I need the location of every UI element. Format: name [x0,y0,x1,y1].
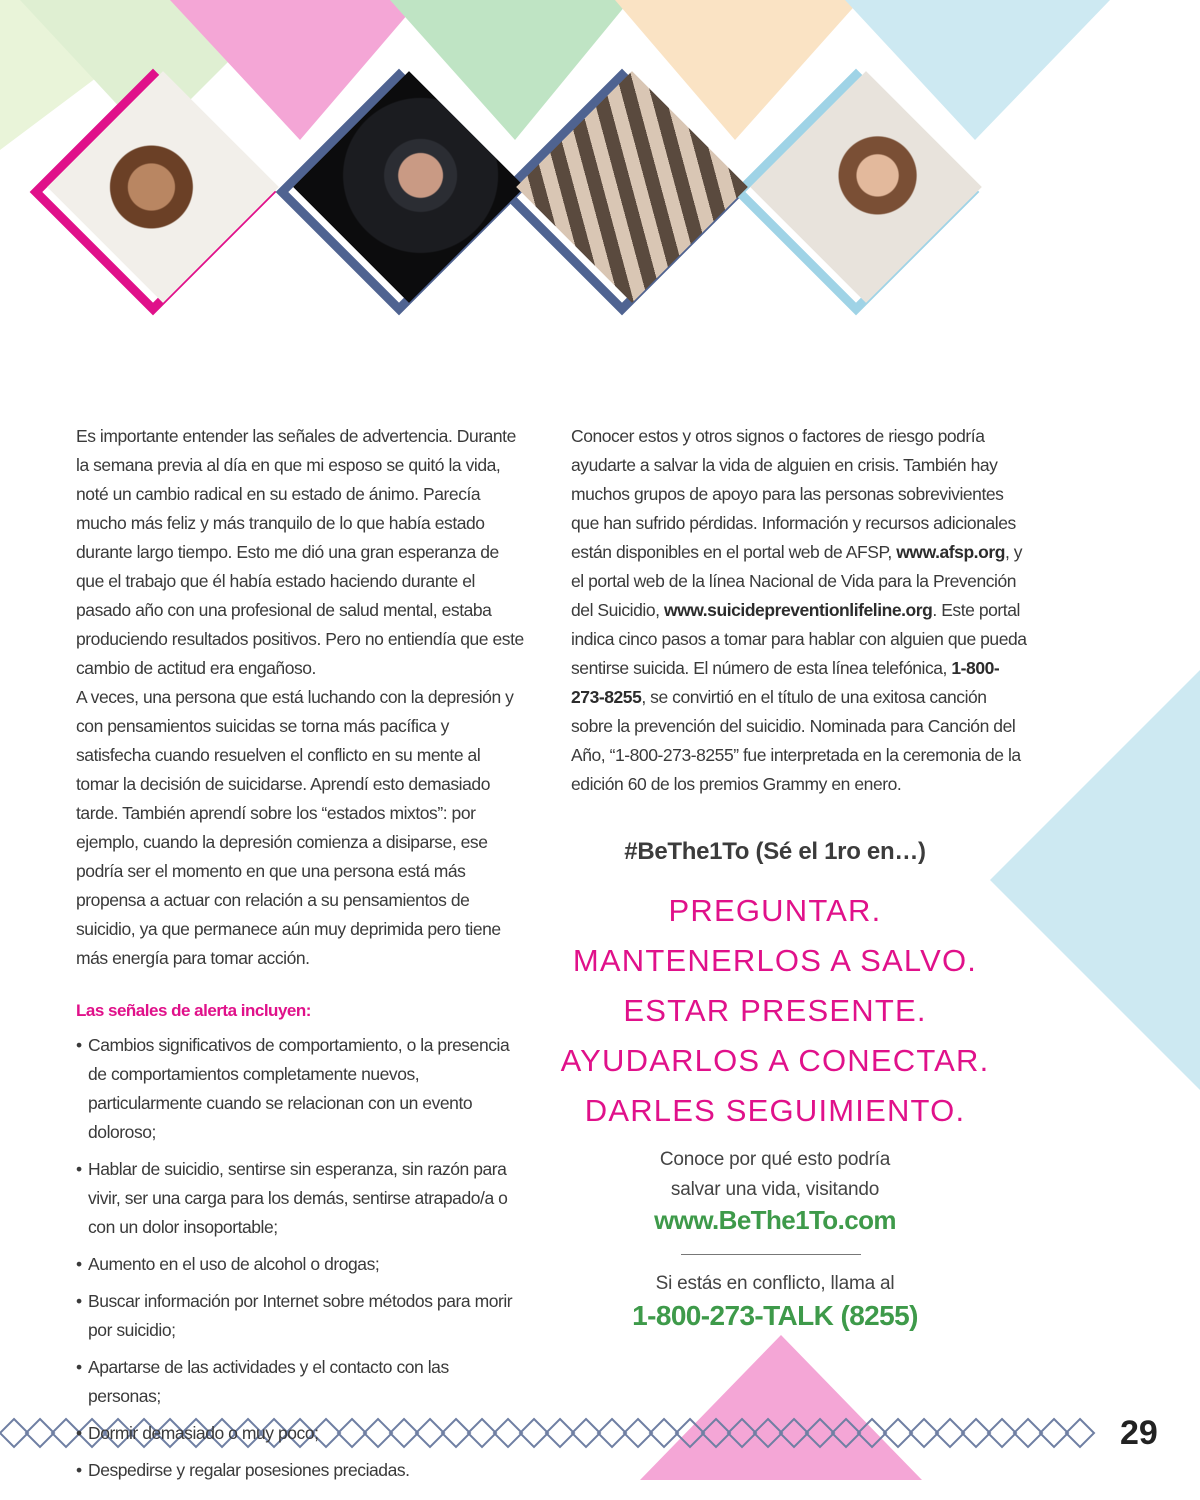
list-item: • Hablar de suicidio, sentirse sin esperanza, sin razón para vivir, ser una carga para los demás, sentirse atrapado/a o con un dolor insoportable; [76,1155,524,1242]
chain-diamond [1014,1419,1042,1447]
action-step: AYUDARLOS A CONECTAR. [560,1043,990,1078]
learn-more-text [555,1145,995,1205]
chain-diamond [520,1419,548,1447]
list-item: • Buscar información por Internet sobre métodos para morir por suicidio; [76,1287,524,1345]
action-step: MANTENERLOS A SALVO. [572,943,978,978]
chain-diamond [0,1419,28,1447]
chain-diamond [962,1419,990,1447]
chain-diamond [572,1419,600,1447]
list-item: • Cambios significativos de comportamiento, o la presencia de comportamientos completamente nuevos, particularmente cuando se relacionan con un evento doloroso; [76,1031,524,1147]
learn-more-line-1: Conoce por qué esto podría [659,1149,891,1170]
resources-text-3: . Este portal indica cinco pasos a tomar para hablar con alguien que pueda sentirse suicida. El número de esta línea telefónica, [571,600,1027,678]
chain-diamond [624,1419,652,1447]
action-step: DARLES SEGUIMIENTO. [584,1093,966,1128]
chain-diamond [1040,1419,1068,1447]
warning-signs-list [76,1031,524,1485]
resources-text-4: , se convirtió en el título de una exitosa canción sobre la prevención del suicidio. Nominada para Canción del Año, “1-800-273-8255” fue interpretada en la ceremonia de la edición 60 de los premios Grammy en enero. [571,687,1021,794]
hashtag-heading: #BeThe1To (Sé el 1ro en…) [624,838,926,865]
chain-diamond [884,1419,912,1447]
learn-more-line-2: salvar una vida, visitando [670,1179,880,1200]
chain-diamond [650,1419,678,1447]
hotline-number[interactable]: 1-800-273-TALK (8255) [632,1300,918,1331]
chain-diamond [598,1419,626,1447]
list-item: • Despedirse y regalar posesiones preciadas. [76,1456,524,1485]
list-item: • Aumento en el uso de alcohol o drogas; [76,1250,524,1279]
page-number: 29 [1120,1414,1158,1452]
lifeline-link[interactable]: www.suicidepreventionlifeline.org [663,600,933,620]
afsp-link[interactable]: www.afsp.org [896,542,1005,562]
paragraph-resources [571,422,1031,799]
list-item: • Dormir demasiado o muy poco; [76,1419,524,1448]
lifeline-phone: 1-800-273-8255 [571,658,1000,707]
paragraph-warning-signs-intro: Es importante entender las señales de advertencia. Durante la semana previa al día en que mi esposo se quitó la vida, noté un cambio radical en su estado de ánimo. Parecía mucho más feliz y más tranquilo de lo que había estado durante largo tiempo. Esto me dió una gran esperanza de que el trabajo que él había estado haciendo durante el pasado año con una profesional de salud mental, estaba produciendo resultados positivos. Pero no entiendía que este cambio de actitud era engañoso. [76,426,524,678]
chain-diamond [546,1419,574,1447]
chain-diamond [26,1419,54,1447]
action-step: ESTAR PRESENTE. [623,993,927,1028]
chain-diamond [1066,1419,1094,1447]
divider [681,1254,861,1255]
alert-signs-heading: Las señales de alerta incluyen: [76,1001,311,1020]
left-text-column [76,422,524,1493]
right-text-column [571,422,1031,799]
list-item: • Apartarse de las actividades y el contacto con las personas; [76,1353,524,1411]
paragraph-mixed-states: A veces, una persona que está luchando con la depresión y con pensamientos suicidas se torna más pacífica y satisfecha cuando resuelven el conflicto en su mente al tomar la decisión de suicidarse. Aprendí esto demasiado tarde. También aprendí sobre los “estados mixtos”: por ejemplo, cuando la depresión comienza a disiparse, ese podría ser el momento en que una persona está más propensa a actuar con relación a su pensamientos de suicidio, ya que permanece aún muy deprimida pero tiene más energía para tomar acción. [76,687,514,968]
conflict-text: Si estás en conflicto, llama al [655,1273,895,1294]
chain-diamond [910,1419,938,1447]
chain-diamond [936,1419,964,1447]
resources-text-2: , y el portal web de la línea Nacional de Vida para la Prevención del Suicidio, [571,542,1023,620]
action-step: PREGUNTAR. [668,893,882,928]
action-steps [555,886,995,1136]
resources-text-1: Conocer estos y otros signos o factores de riesgo podría ayudarte a salvar la vida de alguien en crisis. También hay muchos grupos de apoyo para las personas sobrevivientes que han sufrido pérdidas. Información y recursos adicionales están disponibles en el portal web de AFSP, [571,426,1016,562]
chain-diamond [988,1419,1016,1447]
bethe1to-website-link[interactable]: www.BeThe1To.com [654,1205,896,1235]
